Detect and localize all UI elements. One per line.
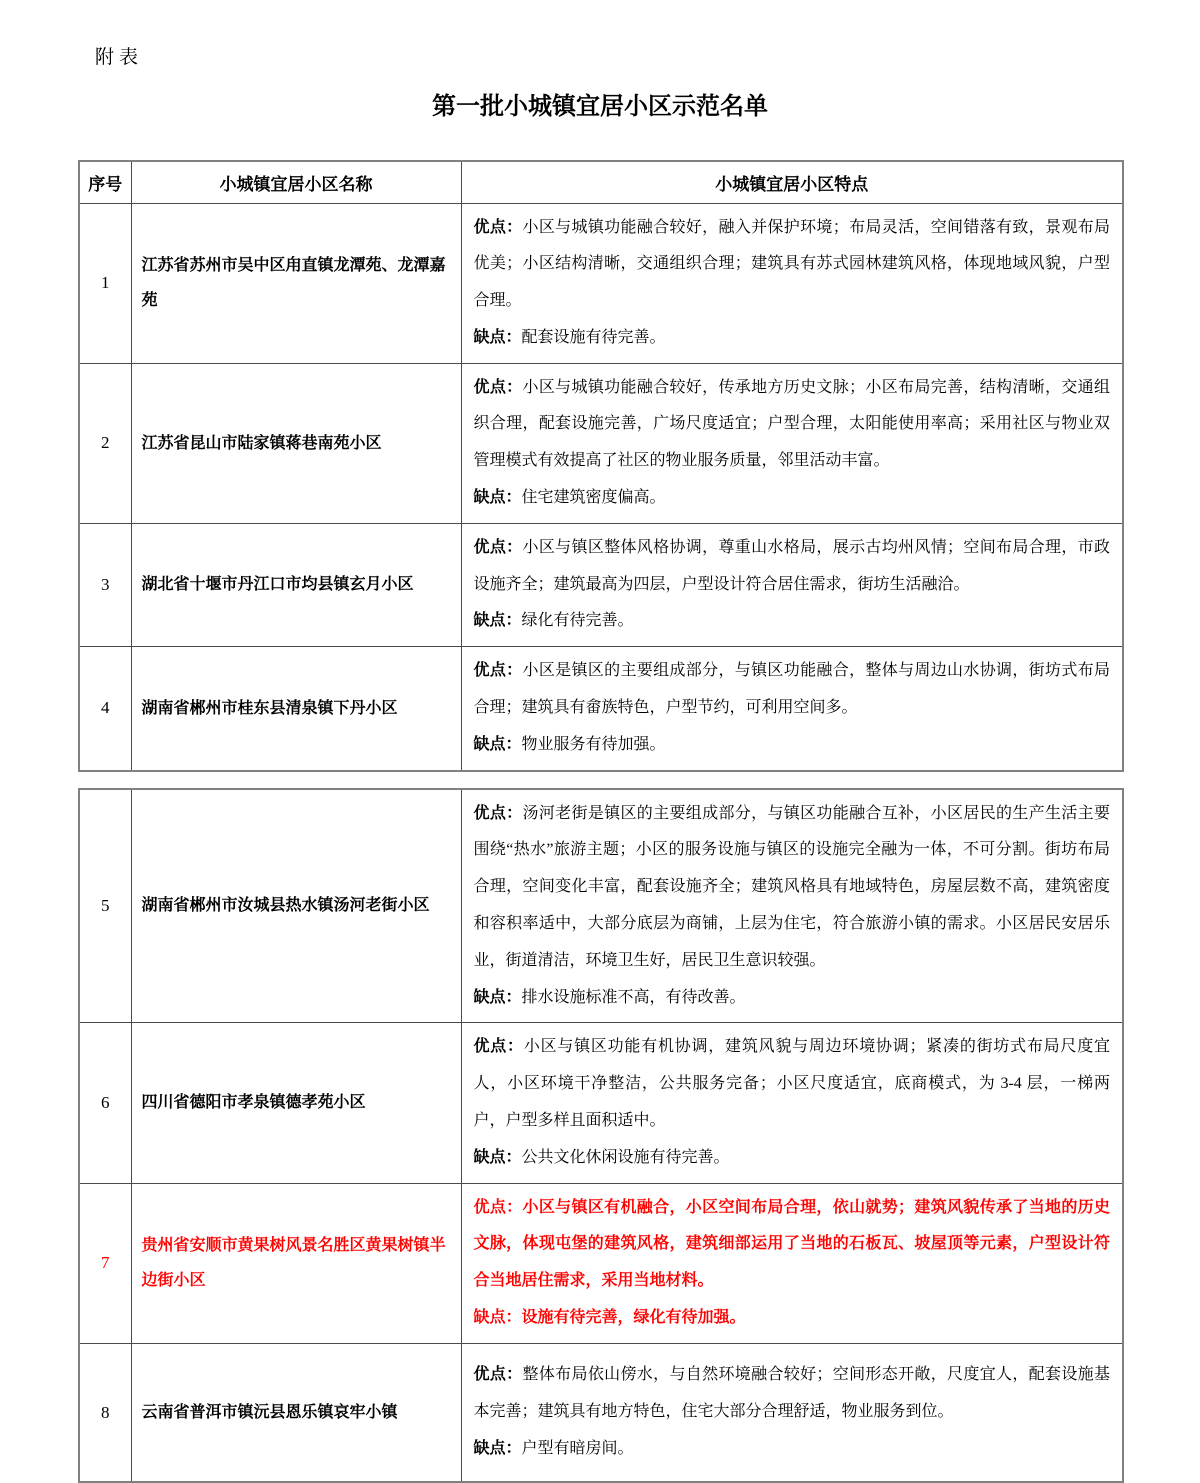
pros-paragraph [474, 1029, 1111, 1139]
cons-paragraph [474, 480, 1111, 517]
cons-label: 缺点： [473, 1148, 522, 1166]
pros-paragraph [474, 210, 1111, 320]
cons-paragraph [474, 980, 1111, 1017]
row-serial-number: 3 [79, 523, 131, 646]
cons-label: 缺点： [473, 328, 522, 346]
community-features [461, 203, 1123, 363]
cons-label: 缺点： [473, 489, 522, 507]
cons-label: 缺点： [473, 1439, 522, 1457]
community-features [461, 647, 1123, 771]
pros-text: 小区与镇区整体风格协调，尊重山水格局，展示古均州风情；空间布局合理，市政设施齐全；建筑最高为四层，户型设计符合居住需求，街坊生活融洽。 [473, 538, 1110, 593]
pros-label: 优点： [473, 662, 523, 680]
table-row [79, 647, 1123, 771]
community-name: 江苏省昆山市陆家镇蒋巷南苑小区 [131, 363, 461, 523]
row-serial-number: 6 [79, 1023, 131, 1183]
cons-text: 物业服务有待加强。 [521, 735, 666, 753]
pros-label: 优点： [473, 804, 523, 822]
cons-paragraph [474, 727, 1111, 764]
attachment-label: 附表 [95, 47, 144, 68]
cons-label: 缺点： [473, 1309, 522, 1327]
table-area [78, 160, 1122, 1483]
page-title: 第一批小城镇宜居小区示范名单 [432, 94, 768, 120]
cons-label: 缺点： [473, 612, 522, 630]
cons-paragraph [474, 1140, 1111, 1177]
table-body-part-1 [79, 203, 1123, 771]
cons-text: 排水设施标准不高，有待改善。 [521, 988, 746, 1006]
pros-paragraph [474, 530, 1111, 604]
table-part-1 [78, 160, 1124, 772]
cons-text: 配套设施有待完善。 [521, 328, 666, 346]
row-serial-number: 4 [79, 647, 131, 771]
table-header-row [79, 161, 1123, 203]
row-serial-number: 8 [79, 1343, 131, 1482]
row-serial-number: 7 [79, 1183, 131, 1343]
pros-paragraph [474, 796, 1111, 980]
pros-text: 小区与镇区有机融合，小区空间布局合理，依山就势；建筑风貌传承了当地的历史文脉，体现屯堡的建筑风格，建筑细部运用了当地的石板瓦、坡屋顶等元素，户型设计符合当地居住需求，采用当地材料。 [473, 1198, 1110, 1290]
community-features [461, 523, 1123, 646]
community-features [461, 363, 1123, 523]
pros-text: 小区与城镇功能融合较好，融入并保护环境；布局灵活，空间错落有致，景观布局优美；小区结构清晰，交通组织合理；建筑具有苏式园林建筑风格，体现地域风貌，户型合理。 [473, 218, 1110, 310]
pros-label: 优点： [473, 538, 523, 556]
cons-text: 设施有待完善，绿化有待加强。 [521, 1309, 746, 1327]
row-serial-number: 5 [79, 789, 131, 1023]
community-name: 贵州省安顺市黄果树风景名胜区黄果树镇半边街小区 [131, 1183, 461, 1343]
cons-text: 绿化有待完善。 [521, 612, 634, 630]
pros-label: 优点： [473, 218, 523, 236]
pros-text: 小区与镇区功能有机协调，建筑风貌与周边环境协调；紧凑的街坊式布局尺度宜人，小区环境干净整洁，公共服务完备；小区尺度适宜，底商模式，为 3-4 层，一梯两户，户型多样且面积适中。 [473, 1038, 1110, 1130]
cons-text: 公共文化休闲设施有待完善。 [521, 1148, 730, 1166]
header-community-features: 小城镇宜居小区特点 [461, 161, 1123, 203]
cons-label: 缺点： [473, 735, 522, 753]
community-name: 湖南省郴州市汝城县热水镇汤河老街小区 [131, 789, 461, 1023]
pros-text: 整体布局依山傍水，与自然环境融合较好；空间形态开敞，尺度宜人，配套设施基本完善；建筑具有地方特色，住宅大部分合理舒适，物业服务到位。 [473, 1366, 1110, 1421]
table-row [79, 1023, 1123, 1183]
table-row [79, 789, 1123, 1023]
cons-paragraph [474, 320, 1111, 357]
pros-label: 优点： [473, 1038, 524, 1056]
cons-text: 户型有暗房间。 [521, 1439, 634, 1457]
community-name: 江苏省苏州市吴中区甪直镇龙潭苑、龙潭嘉苑 [131, 203, 461, 363]
table-row [79, 1183, 1123, 1343]
cons-label: 缺点： [473, 988, 522, 1006]
community-features [461, 1183, 1123, 1343]
cons-paragraph [474, 603, 1111, 640]
community-name: 四川省德阳市孝泉镇德孝苑小区 [131, 1023, 461, 1183]
pros-paragraph [474, 1190, 1111, 1300]
pros-label: 优点： [473, 1198, 523, 1216]
table-body-part-2 [79, 789, 1123, 1483]
cons-paragraph [474, 1431, 1111, 1468]
table-row [79, 203, 1123, 363]
community-name: 湖南省郴州市桂东县清泉镇下丹小区 [131, 647, 461, 771]
community-name: 云南省普洱市镇沅县恩乐镇哀牢小镇 [131, 1343, 461, 1482]
pros-label: 优点： [473, 1366, 523, 1384]
pros-text: 小区是镇区的主要组成部分，与镇区功能融合，整体与周边山水协调，街坊式布局合理；建筑具有畲族特色，户型节约，可利用空间多。 [473, 662, 1110, 717]
row-serial-number: 2 [79, 363, 131, 523]
community-features [461, 1343, 1123, 1482]
cons-text: 住宅建筑密度偏高。 [521, 489, 666, 507]
pros-paragraph [474, 653, 1111, 727]
pros-paragraph [474, 1357, 1111, 1431]
community-features [461, 1023, 1123, 1183]
pros-paragraph [474, 370, 1111, 480]
pros-text: 小区与城镇功能融合较好，传承地方历史文脉；小区布局完善，结构清晰，交通组织合理，配套设施完善，广场尺度适宜；户型合理，太阳能使用率高；采用社区与物业双管理模式有效提高了社区的物业服务质量，邻里活动丰富。 [473, 378, 1110, 470]
pros-label: 优点： [473, 378, 523, 396]
pros-text: 汤河老街是镇区的主要组成部分，与镇区功能融合互补，小区居民的生产生活主要围绕“热水”旅游主题；小区的服务设施与镇区的设施完全融为一体，不可分割。街坊布局合理，空间变化丰富，配套设施齐全；建筑风格具有地域特色，房屋层数不高，建筑密度和容积率适中，大部分底层为商铺，上层为住宅，符合旅游小镇的需求。小区居民安居乐业，街道清洁，环境卫生好，居民卫生意识较强。 [473, 804, 1110, 969]
community-name: 湖北省十堰市丹江口市均县镇玄月小区 [131, 523, 461, 646]
table-row [79, 363, 1123, 523]
table-row [79, 1343, 1123, 1482]
header-community-name: 小城镇宜居小区名称 [131, 161, 461, 203]
row-serial-number: 1 [79, 203, 131, 363]
community-features [461, 789, 1123, 1023]
header-serial-number: 序号 [79, 161, 131, 203]
table-row [79, 523, 1123, 646]
cons-paragraph [474, 1300, 1111, 1337]
table-part-2 [78, 788, 1124, 1483]
